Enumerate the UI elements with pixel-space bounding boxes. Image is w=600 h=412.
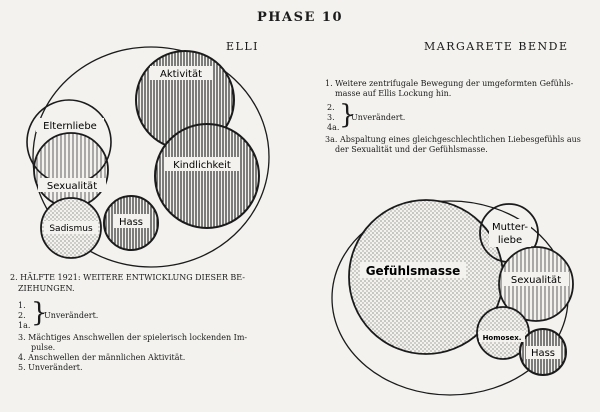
right-item-1-line1: 1. Weitere zentrifugale Bewegung der umgeformten Gefühls-	[325, 79, 574, 88]
right-item-1-line2: masse auf Ellis Lockung hin.	[335, 89, 452, 98]
left-item-1a-number: 1a.	[18, 321, 31, 330]
right-unverandert: Unverändert.	[351, 113, 406, 122]
left-item-2-number: 2.	[18, 311, 26, 320]
label-kindlichkeit: Kindlichkeit	[173, 160, 231, 171]
label-mutterliebe-2: liebe	[497, 235, 523, 246]
elli-diagram	[27, 47, 269, 267]
label-mutterliebe-1: Mutter-	[491, 222, 529, 233]
bende-diagram	[332, 200, 573, 395]
left-item-1-number: 1.	[18, 301, 26, 310]
sexualitat-circle	[34, 133, 108, 207]
label-hass-left: Hass	[118, 217, 144, 228]
left-brace: }	[31, 298, 48, 328]
left-unverandert: Unverändert.	[44, 311, 99, 320]
label-sexualitat-right: Sexualität	[510, 275, 562, 286]
kindlichkeit-circle	[155, 124, 259, 228]
label-sadismus: Sadismus	[49, 224, 93, 234]
right-item-3a-line2: der Sexualität und der Gefühlsmasse.	[335, 145, 488, 154]
left-heading-elli: ELLI	[226, 40, 259, 53]
right-item-2-number: 2.	[327, 103, 335, 112]
left-item-5: 5. Unverändert.	[18, 363, 83, 372]
right-heading-margarete-bende: MARGARETE BENDE	[424, 40, 569, 53]
label-sexualitat-left: Sexualität	[46, 181, 98, 192]
right-item-3-number: 3.	[327, 113, 335, 122]
left-section-title-line1: 2. HÄLFTE 1921: WEITERE ENTWICKLUNG DIESER BE-	[10, 273, 245, 282]
left-item-3-line1: 3. Mächtiges Anschwellen der spielerisch lockenden Im-	[18, 333, 248, 342]
right-item-4a-number: 4a.	[327, 123, 340, 132]
left-item-3-line2: pulse.	[31, 343, 56, 352]
page-title: PHASE 10	[256, 10, 344, 25]
label-gefuhlsmasse: Gefühlsmasse	[365, 264, 461, 278]
label-homosex: Homosex.	[482, 334, 522, 342]
right-item-3a-line1: 3a. Abspaltung eines gleichgeschlechtlichen Liebesgefühls aus	[325, 135, 581, 144]
right-brace: }	[339, 100, 356, 130]
left-section-title-line2: ZIEHUNGEN.	[18, 284, 75, 293]
label-aktivitat: Aktivität	[160, 69, 202, 80]
left-item-4: 4. Anschwellen der männlichen Aktivität.	[18, 353, 186, 362]
label-hass-right: Hass	[530, 348, 556, 359]
label-elternliebe: Elternliebe	[43, 121, 97, 132]
